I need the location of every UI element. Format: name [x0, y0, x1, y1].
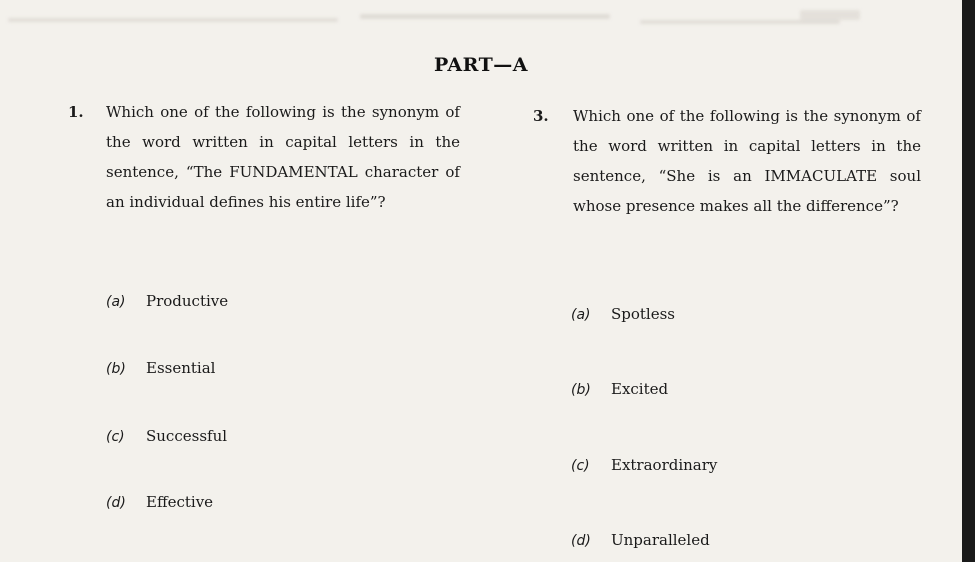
- dark-edge: [962, 0, 975, 562]
- q3-option-b: [571, 380, 668, 398]
- option-text: Excited: [611, 380, 669, 398]
- option-text: Essential: [146, 359, 216, 377]
- option-letter: (c): [106, 429, 125, 445]
- option-text: Spotless: [611, 305, 676, 323]
- option-text: Effective: [146, 493, 214, 511]
- q3-option-a: [571, 305, 675, 323]
- option-letter: (d): [106, 495, 126, 511]
- option-letter: (d): [571, 533, 591, 549]
- q1-option-a: [106, 292, 228, 310]
- option-text: Unparalleled: [611, 531, 710, 549]
- option-letter: (b): [106, 361, 126, 377]
- part-title: PART—A: [434, 54, 528, 76]
- question-text: Which one of the following is the synonym of the word written in capital letters in the sentence, “She is an IMMACULATE soul whose presence makes all the difference”?: [573, 107, 921, 215]
- question-number: 3.: [533, 107, 549, 125]
- option-text: Extraordinary: [611, 456, 718, 474]
- option-letter: (c): [571, 458, 590, 474]
- q1-option-b: [106, 359, 215, 377]
- option-letter: (b): [571, 382, 591, 398]
- option-letter: (a): [571, 307, 591, 323]
- question-1: [68, 103, 460, 217]
- option-letter: (a): [106, 294, 126, 310]
- q3-option-c: [571, 456, 717, 474]
- question-number: 1.: [68, 103, 84, 121]
- bleed-through-text: [0, 6, 962, 50]
- q3-option-d: [571, 531, 710, 549]
- question-text: Which one of the following is the synonym of the word written in capital letters in the sentence, “The FUNDAMENTAL character of an individual defines his entire life”?: [106, 103, 460, 211]
- q1-option-c: [106, 427, 227, 445]
- option-text: Successful: [146, 427, 228, 445]
- q1-option-d: [106, 493, 213, 511]
- question-3: [533, 107, 921, 221]
- option-text: Productive: [146, 292, 229, 310]
